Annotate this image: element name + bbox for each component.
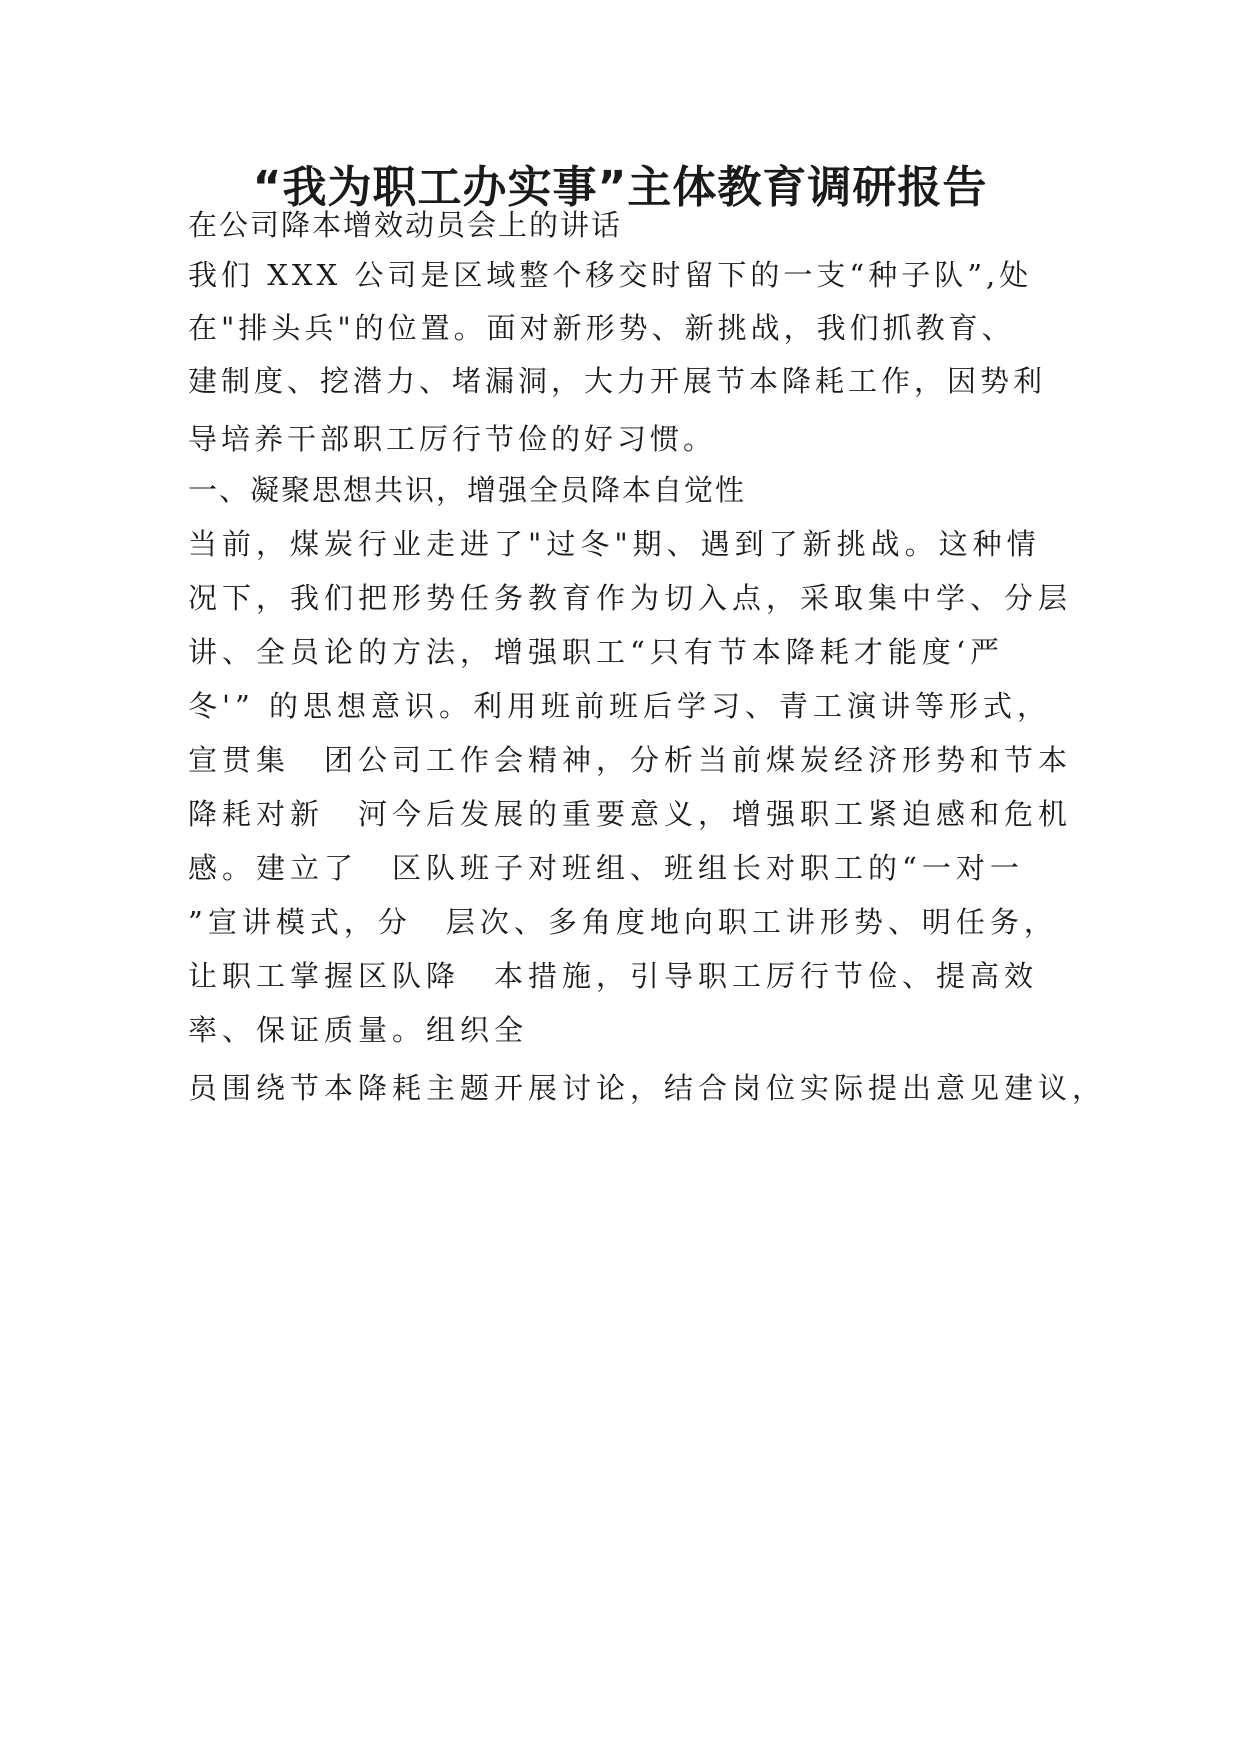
document-title: “我为职工办实事”主体教育调研报告: [252, 162, 988, 213]
paragraph-line: 员围绕节本降耗主题开展讨论，结合岗位实际提出意见建议，: [188, 1071, 1107, 1105]
document-subtitle: 在公司降本增效动员会上的讲话: [188, 208, 623, 242]
paragraph-line: 冬'” 的思想意识。利用班前班后学习、青工演讲等形式，: [188, 689, 1052, 723]
paragraph-line: 当前，煤炭行业走进了"过冬"期、遇到了新挑战。这种情: [188, 527, 1041, 561]
paragraph-line: 率、保证质量。组织全: [188, 1013, 529, 1047]
paragraph-line: 讲、全员论的方法，增强职工“只有节本降耗才能度‘严: [188, 635, 1005, 669]
section-heading: 一、凝聚思想共识，增强全员降本自觉性: [188, 473, 747, 507]
paragraph-line: 宣贯集 团公司工作会精神，分析当前煤炭经济形势和节本: [188, 743, 1073, 777]
paragraph-line: 导培养干部职工厉行节俭的好习惯。: [188, 422, 717, 456]
paragraph-line: 建制度、挖潜力、堵漏洞，大力开展节本降耗工作，因势利: [188, 364, 1047, 398]
paragraph-line: 在"排头兵"的位置。面对新形势、新挑战，我们抓教育、: [188, 311, 1015, 345]
paragraph-line: 况下，我们把形势任务教育作为切入点，采取集中学、分层: [188, 581, 1073, 615]
paragraph-line: 让职工掌握区队降 本措施，引导职工厉行节俭、提高效: [188, 959, 1039, 993]
paragraph-line: 降耗对新 河今后发展的重要意义，增强职工紧迫感和危机: [188, 797, 1073, 831]
paragraph-line: 感。建立了 区队班子对班组、班组长对职工的“一对一: [188, 851, 1024, 885]
paragraph-line: 我们 XXX 公司是区域整个移交时留下的一支“种子队”,处: [188, 258, 1033, 292]
paragraph-line: ”宣讲模式，分 层次、多角度地向职工讲形势、明任务，: [188, 905, 1058, 939]
